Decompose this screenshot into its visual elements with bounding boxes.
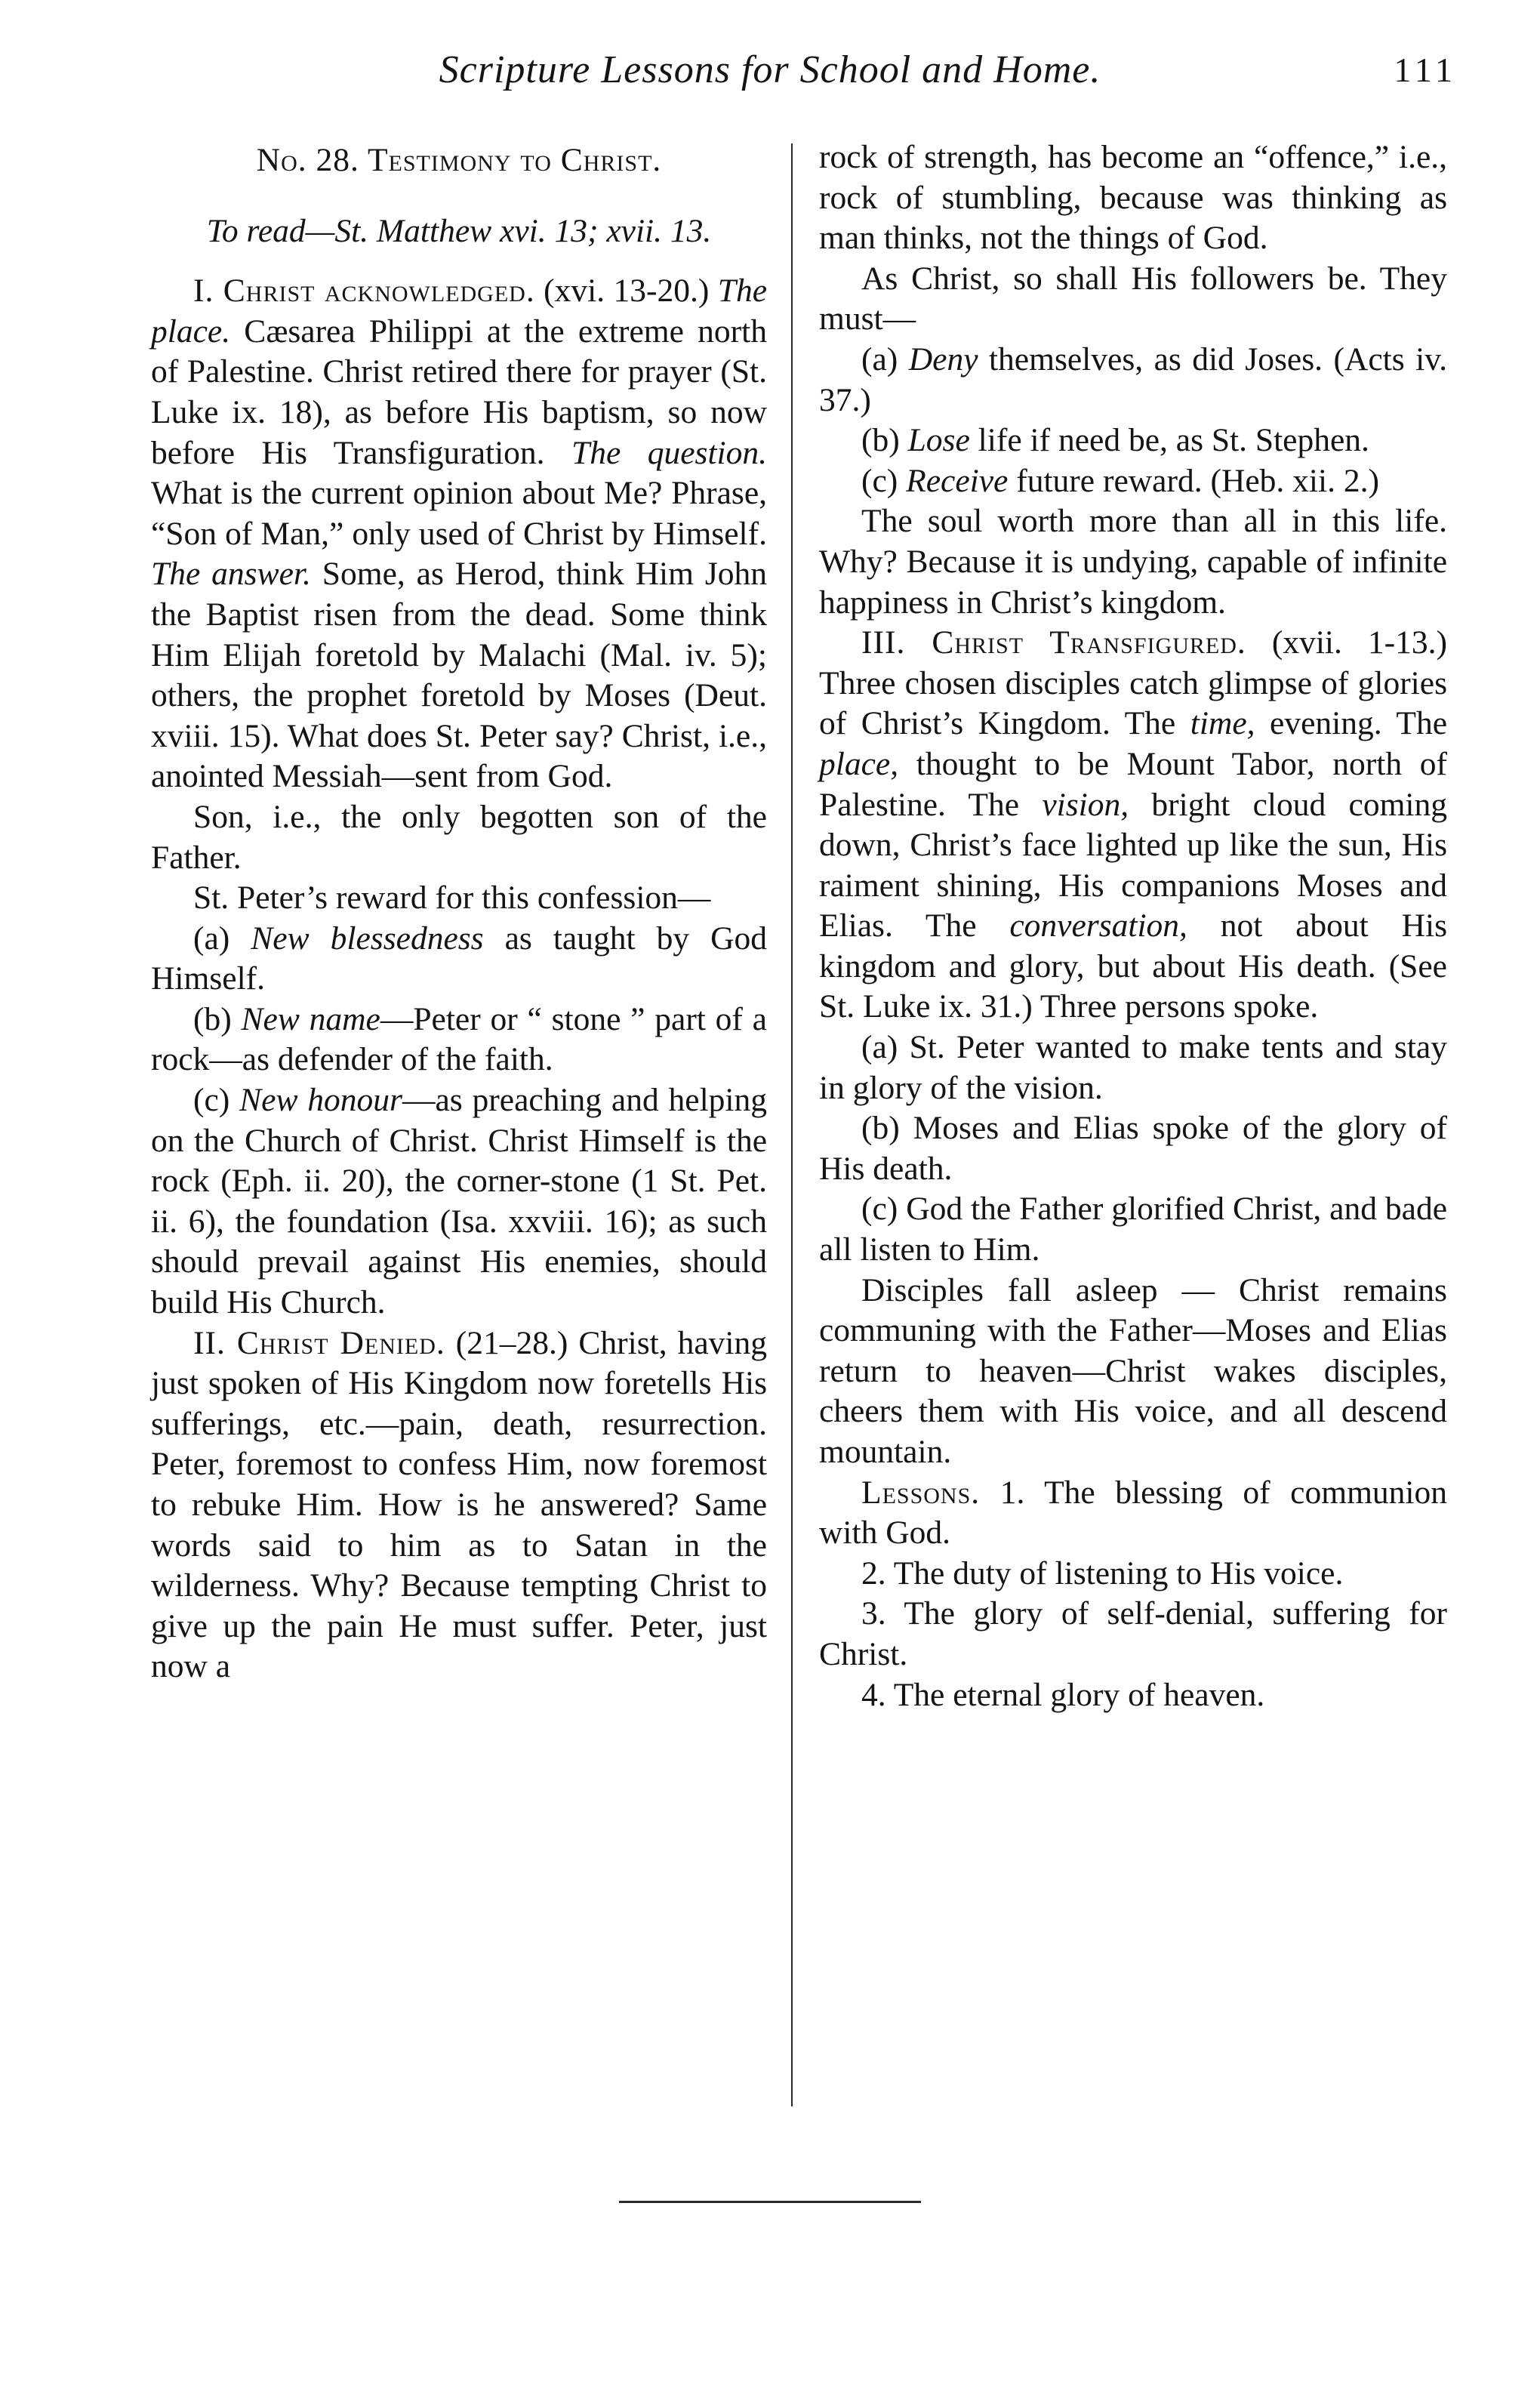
son-paragraph: Son, i.e., the only begotten son of the Father.	[151, 798, 767, 876]
answer-text: Some, as Herod, think Him John the Baptist risen from the dead. Some think Him Elijah foretold by Malachi (Mal. iv. 5); others, the prophet foretold by Moses (Deut. xviii. 15). What does St. Peter say? Christ, i.e., anointed Messiah—sent from God.	[151, 556, 768, 795]
section-2-paragraph	[151, 1323, 767, 1687]
left-item-c	[151, 1080, 767, 1323]
lessons-item-3: 3. The glory of self-denial, suffering for Christ.	[819, 1595, 1447, 1672]
section-2-text: Christ, having just spoken of His Kingdom now foretells His sufferings, etc.—pain, death, resurrection. Peter, foremost to confess Him, now foremost to rebuke Him. How is he answered? Same words said to him as to Satan in the wilderness. Why? Because tempting Christ to give up the pain He must suffer. Peter, just now a	[151, 1324, 767, 1685]
section-3-paragraph	[819, 623, 1447, 1028]
section-2-ref: (21–28.)	[445, 1324, 568, 1361]
page-number: 111	[1394, 51, 1457, 89]
question-text: What is the current opinion about Me? Phrase, “Son of Man,” only used of Christ by Himself.	[151, 475, 767, 552]
place-text-2: thought to be Mount Tabor, north of Palestine. The	[819, 745, 1447, 823]
lessons-item-1	[819, 1473, 1447, 1554]
left-item-b-label: New name	[241, 1000, 380, 1037]
left-item-b	[151, 1000, 767, 1080]
left-item-a-label: New blessedness	[251, 920, 484, 957]
right-item-b	[819, 421, 1447, 461]
column-divider	[791, 143, 793, 2106]
left-item-b-text: —Peter or “ stone ” part of a rock—as defender of the faith.	[151, 1000, 767, 1078]
running-title: Scripture Lessons for School and Home.	[439, 48, 1101, 91]
followers-paragraph: As Christ, so shall His followers be. They must—	[819, 260, 1447, 337]
lessons-item-2: 2. The duty of listening to His voice.	[861, 1555, 1344, 1591]
reward-paragraph: St. Peter’s reward for this confession—	[193, 880, 711, 917]
question-label: The question.	[571, 434, 767, 471]
section-1-paragraph	[151, 271, 767, 797]
right-item-c-prefix: (c)	[861, 462, 907, 499]
reading-reference	[151, 211, 767, 252]
left-column	[151, 137, 767, 1687]
section-3-item-b-prefix: (b)	[861, 1110, 913, 1147]
section-3-item-c	[819, 1189, 1447, 1270]
section-3-item-b-text: Moses and Elias spoke of the glory of His death.	[819, 1110, 1447, 1187]
right-item-c-label: Receive	[906, 462, 1009, 499]
time-label: time,	[1190, 705, 1255, 742]
right-item-a-text: themselves, as did Joses. (Acts iv. 37.)	[819, 340, 1448, 418]
vision-label: vision,	[1042, 786, 1129, 823]
left-item-a	[151, 919, 767, 1000]
place-label: The place.	[151, 273, 767, 350]
conversation-text: not about His kingdom and glory, but about His death. (See St. Luke ix. 31.) Three persons spoke.	[819, 907, 1447, 1025]
continuation-paragraph: rock of strength, has become an “offence,” i.e., rock of stumbling, because was thinking as man thinks, not the things of God.	[819, 139, 1447, 257]
section-3-item-b	[819, 1108, 1447, 1189]
end-rule	[619, 2201, 921, 2203]
right-column	[819, 137, 1447, 1715]
section-1-ref: (xvi. 13-20.)	[534, 273, 718, 310]
right-item-b-text: life if need be, as St. Stephen.	[969, 422, 1369, 459]
section-2-heading: II. Christ Denied.	[193, 1324, 445, 1361]
running-head	[0, 44, 1540, 97]
vision-text: bright cloud coming down, Christ’s face lighted up like the sun, His raiment shining, His companions Moses and Elias. The	[819, 786, 1447, 944]
conversation-label: conversation,	[1009, 907, 1187, 944]
reading-text: To read—St. Matthew xvi. 13; xvii. 13.	[206, 212, 712, 249]
lessons-label: Lessons.	[861, 1474, 981, 1511]
right-item-a-label: Deny	[908, 340, 978, 377]
left-item-a-text: as taught by God Himself.	[151, 920, 767, 997]
section-3-item-c-prefix: (c)	[861, 1191, 907, 1228]
section-3-intro: Three chosen disciples catch glimpse of glories of Christ’s Kingdom. The	[819, 664, 1447, 742]
lesson-heading: No. 28. Testimony to Christ.	[256, 142, 662, 178]
left-item-c-text: —as preaching and helping on the Church of Christ. Christ Himself is the rock (Eph. ii. 20), the corner-stone (1 St. Pet. ii. 6), the foundation (Isa. xxviii. 16); as such should prevail against His enemies, should build His Church.	[151, 1082, 768, 1321]
soul-paragraph: The soul worth more than all in this life. Why? Because it is undying, capable of infinite happiness in Christ’s kingdom.	[819, 503, 1447, 621]
section-3-heading: III. Christ Transfigured.	[861, 624, 1246, 661]
right-item-a	[819, 340, 1447, 421]
lessons-item-1-text: 1. The blessing of communion with God.	[819, 1474, 1447, 1551]
right-item-b-prefix: (b)	[861, 422, 908, 459]
section-3-item-a-prefix: (a)	[861, 1029, 910, 1066]
disciples-paragraph: Disciples fall asleep — Christ remains communing with the Father—Moses and Elias return to heaven—Christ wakes disciples, cheers them with His voice, and all descend mountain.	[819, 1271, 1447, 1470]
section-3-item-c-text: God the Father glorified Christ, and bade all listen to Him.	[819, 1191, 1448, 1268]
section-3-item-a	[819, 1028, 1447, 1108]
left-item-c-label: New honour	[239, 1082, 402, 1119]
section-1-heading: I. Christ acknowledged.	[193, 273, 535, 310]
right-item-c-text: future reward. (Heb. xii. 2.)	[1008, 462, 1379, 499]
section-3-item-a-text: St. Peter wanted to make tents and stay in glory of the vision.	[819, 1029, 1447, 1106]
place-label-2: place,	[819, 745, 899, 782]
left-item-b-prefix: (b)	[193, 1000, 242, 1037]
place-text: Cæsarea Philippi at the extreme north of Palestine. Christ retired there for prayer (St. Luke ix. 18), as before His baptism, so now before His Transfiguration.	[151, 313, 767, 471]
right-item-a-prefix: (a)	[861, 340, 909, 377]
left-item-c-prefix: (c)	[193, 1082, 240, 1119]
time-text: evening. The	[1255, 705, 1447, 742]
answer-label: The answer.	[151, 556, 311, 593]
lessons-item-4: 4. The eternal glory of heaven.	[861, 1676, 1265, 1713]
right-item-b-label: Lose	[907, 422, 970, 459]
left-item-a-prefix: (a)	[193, 920, 251, 957]
right-item-c	[819, 461, 1447, 502]
section-3-ref: (xvii. 1-13.)	[1246, 624, 1447, 661]
